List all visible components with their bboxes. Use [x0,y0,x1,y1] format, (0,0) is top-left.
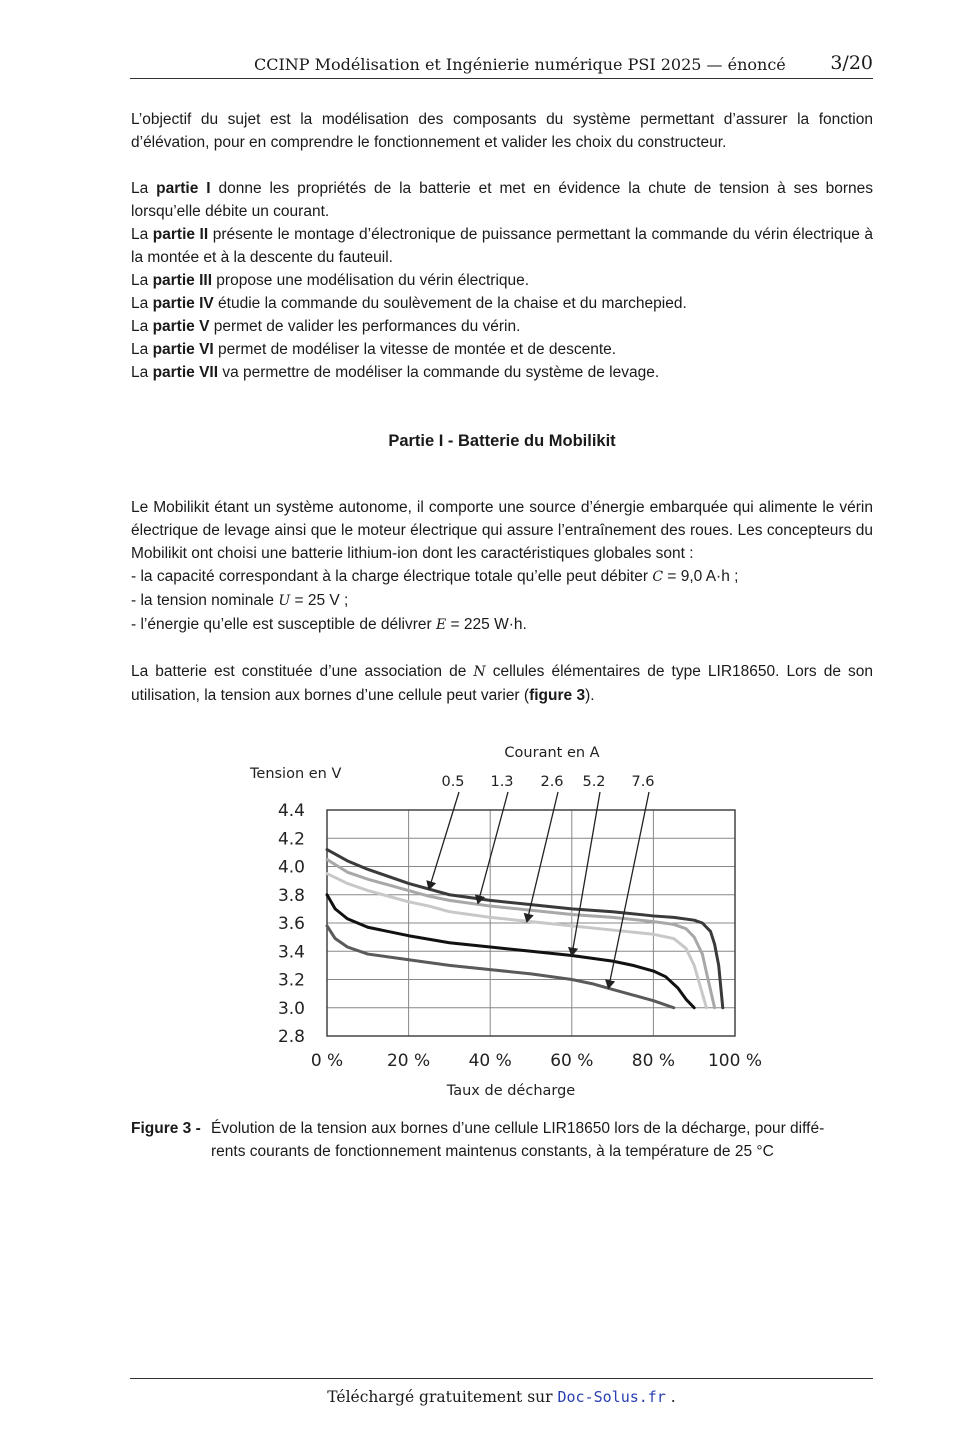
y-tick-label: 3.2 [277,970,305,991]
current-label: 2.6 [540,774,564,790]
section-body [131,496,873,707]
page-footer: Téléchargé gratuitement sur Doc-Solus.fr . [130,1378,873,1406]
x-axis-label: Taux de décharge [446,1083,576,1099]
current-arrow [609,792,649,988]
current-arrow [478,792,508,903]
chart-svg [240,735,763,1105]
part-line: La partie VII va permettre de modéliser la commande du système de levage. [131,364,660,381]
x-tick-label: 100 % [707,1051,763,1071]
caption-label: Figure 3 - [131,1120,201,1137]
y-tick-label: 2.8 [277,1027,305,1047]
current-arrow [429,792,459,889]
current-arrow [527,792,558,922]
x-tick-label: 0 % [310,1051,344,1071]
section-title: Partie I - Batterie du Mobilikit [388,432,616,450]
characteristic-item: - l’énergie qu’elle est susceptible de délivrer E = 225 W·h. [131,616,527,633]
caption-line-2: rents courants de fonctionnement maintenus constants, à la température de 25 °C [211,1143,774,1160]
x-tick-label: 60 % [550,1051,594,1071]
characteristic-item: - la tension nominale U = 25 V ; [131,592,349,609]
current-label: 5.2 [582,774,606,790]
objective-paragraph: L’objectif du sujet est la modélisation des composants du système permettant d’assurer la fonction d’élévation, pour en comprendre le fonctionnement et valider les choix du constructeur. [131,111,873,151]
part-line: La partie III propose une modélisation du vérin électrique. [131,272,530,289]
x-tick-label: 20 % [386,1051,431,1071]
intro-block [131,108,873,154]
battery-paragraph: Le Mobilikit étant un système autonome, il comporte une source d’énergie embarquée qui alimente le vérin électrique de levage ainsi que le moteur électrique qui assure l’entraînement des roues. Les concepteurs du Mobilikit ont choisi une batterie lithium-ion dont les caractéristiques globales sont : [131,499,873,562]
series-line-0-5 [327,850,723,1008]
part-line: La partie II présente le montage d’électronique de puissance permettant la commande du vérin électrique à la montée et à la descente du fauteuil. [131,226,873,266]
header-title: CCINP Modélisation et Ingénierie numérique PSI 2025 — énoncé [254,55,786,74]
part-line: La partie IV étudie la commande du soulèvement de la chaise et du marchepied. [131,295,687,312]
part-line: La partie I donne les propriétés de la batterie et met en évidence la chute de tension à ses bornes lorsqu’elle débite un courant. [131,180,873,220]
page-header [130,52,873,79]
part-line: La partie VI permet de modéliser la vitesse de montée et de descente. [131,341,617,358]
y-tick-label: 3.6 [277,914,305,934]
current-label: 1.3 [490,774,514,790]
characteristics-list [131,565,873,637]
current-arrow [572,792,600,955]
footer-link[interactable]: Doc-Solus.fr [557,1388,666,1406]
current-label: 0.5 [441,774,465,790]
y-tick-label: 4.2 [277,829,305,850]
current-label: 7.6 [631,774,655,790]
x-tick-label: 40 % [468,1051,512,1071]
y-tick-label: 3.4 [277,942,305,963]
figure-3-chart [240,735,763,1105]
chart-title: Courant en A [504,745,600,761]
characteristic-item: - la capacité correspondant à la charge électrique totale qu’elle peut débiter C = 9,0 A·h ; [131,568,739,585]
part-line: La partie V permet de valider les performances du vérin. [131,318,521,335]
y-tick-label: 4.0 [277,857,305,878]
footer-text: Téléchargé gratuitement sur [327,1388,558,1406]
page-number: 3/20 [830,52,873,74]
series-line-7-6 [327,926,674,1008]
y-tick-label: 3.8 [277,885,305,906]
y-tick-label: 3.0 [277,998,305,1019]
x-tick-label: 80 % [631,1051,676,1071]
cells-paragraph: La batterie est constituée d’une association de N cellules élémentaires de type LIR18650. Lors de son utilisation, la tension aux bornes d’une cellule peut varier (figure 3). [131,663,873,704]
caption-line-1: Évolution de la tension aux bornes d’une cellule LIR18650 lors de la décharge, pour diffé- [211,1120,825,1137]
series-line-2-6 [327,874,706,1008]
parts-list [131,177,873,384]
y-axis-label: Tension en V [250,766,342,782]
y-tick-label: 4.4 [277,801,305,821]
